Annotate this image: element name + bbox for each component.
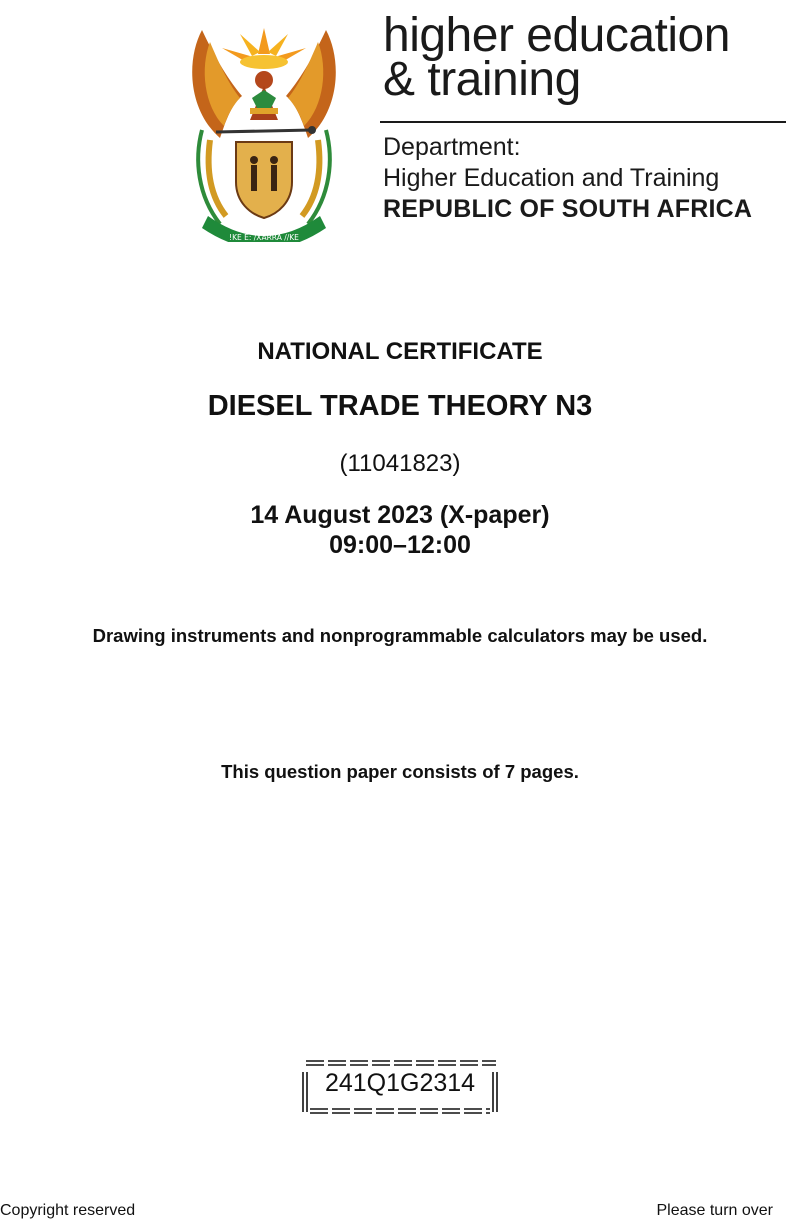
subject-code: (11041823) [339, 450, 461, 477]
footer-turn-over: Please turn over [656, 1202, 773, 1219]
subject-title: DIESEL TRADE THEORY N3 [207, 390, 593, 422]
dept-name: Higher Education and Training [383, 164, 720, 192]
instruction-text: Drawing instruments and nonprogrammable calculators may be used. [92, 625, 708, 646]
sun-rays-icon [222, 28, 306, 69]
department-details [383, 132, 752, 225]
dept-label: Department: [383, 133, 521, 161]
department-wordmark [383, 9, 730, 106]
republic-label: REPUBLIC OF SOUTH AFRICA [383, 195, 753, 223]
footer-copyright: Copyright reserved [0, 1202, 136, 1219]
page-count-text: This question paper consists of 7 pages. [221, 761, 579, 782]
barcode-number: 241Q1G2314 [324, 1069, 476, 1097]
spear-icon [216, 130, 312, 132]
shield-icon [236, 142, 292, 218]
exam-date: 14 August 2023 (X-paper) [250, 501, 550, 529]
coat-of-arms-logo [180, 20, 348, 242]
exam-date-time [0, 500, 800, 560]
motto-banner [202, 216, 326, 242]
certificate-title: NATIONAL CERTIFICATE [257, 338, 543, 365]
header-divider [380, 121, 786, 123]
secretary-bird-icon [250, 71, 278, 120]
exam-time: 09:00–12:00 [329, 531, 471, 559]
dept-line1: higher education [383, 9, 730, 62]
dept-line2: & training [383, 53, 581, 106]
motto-text: !KE E: /XARRA //KE [229, 233, 299, 242]
